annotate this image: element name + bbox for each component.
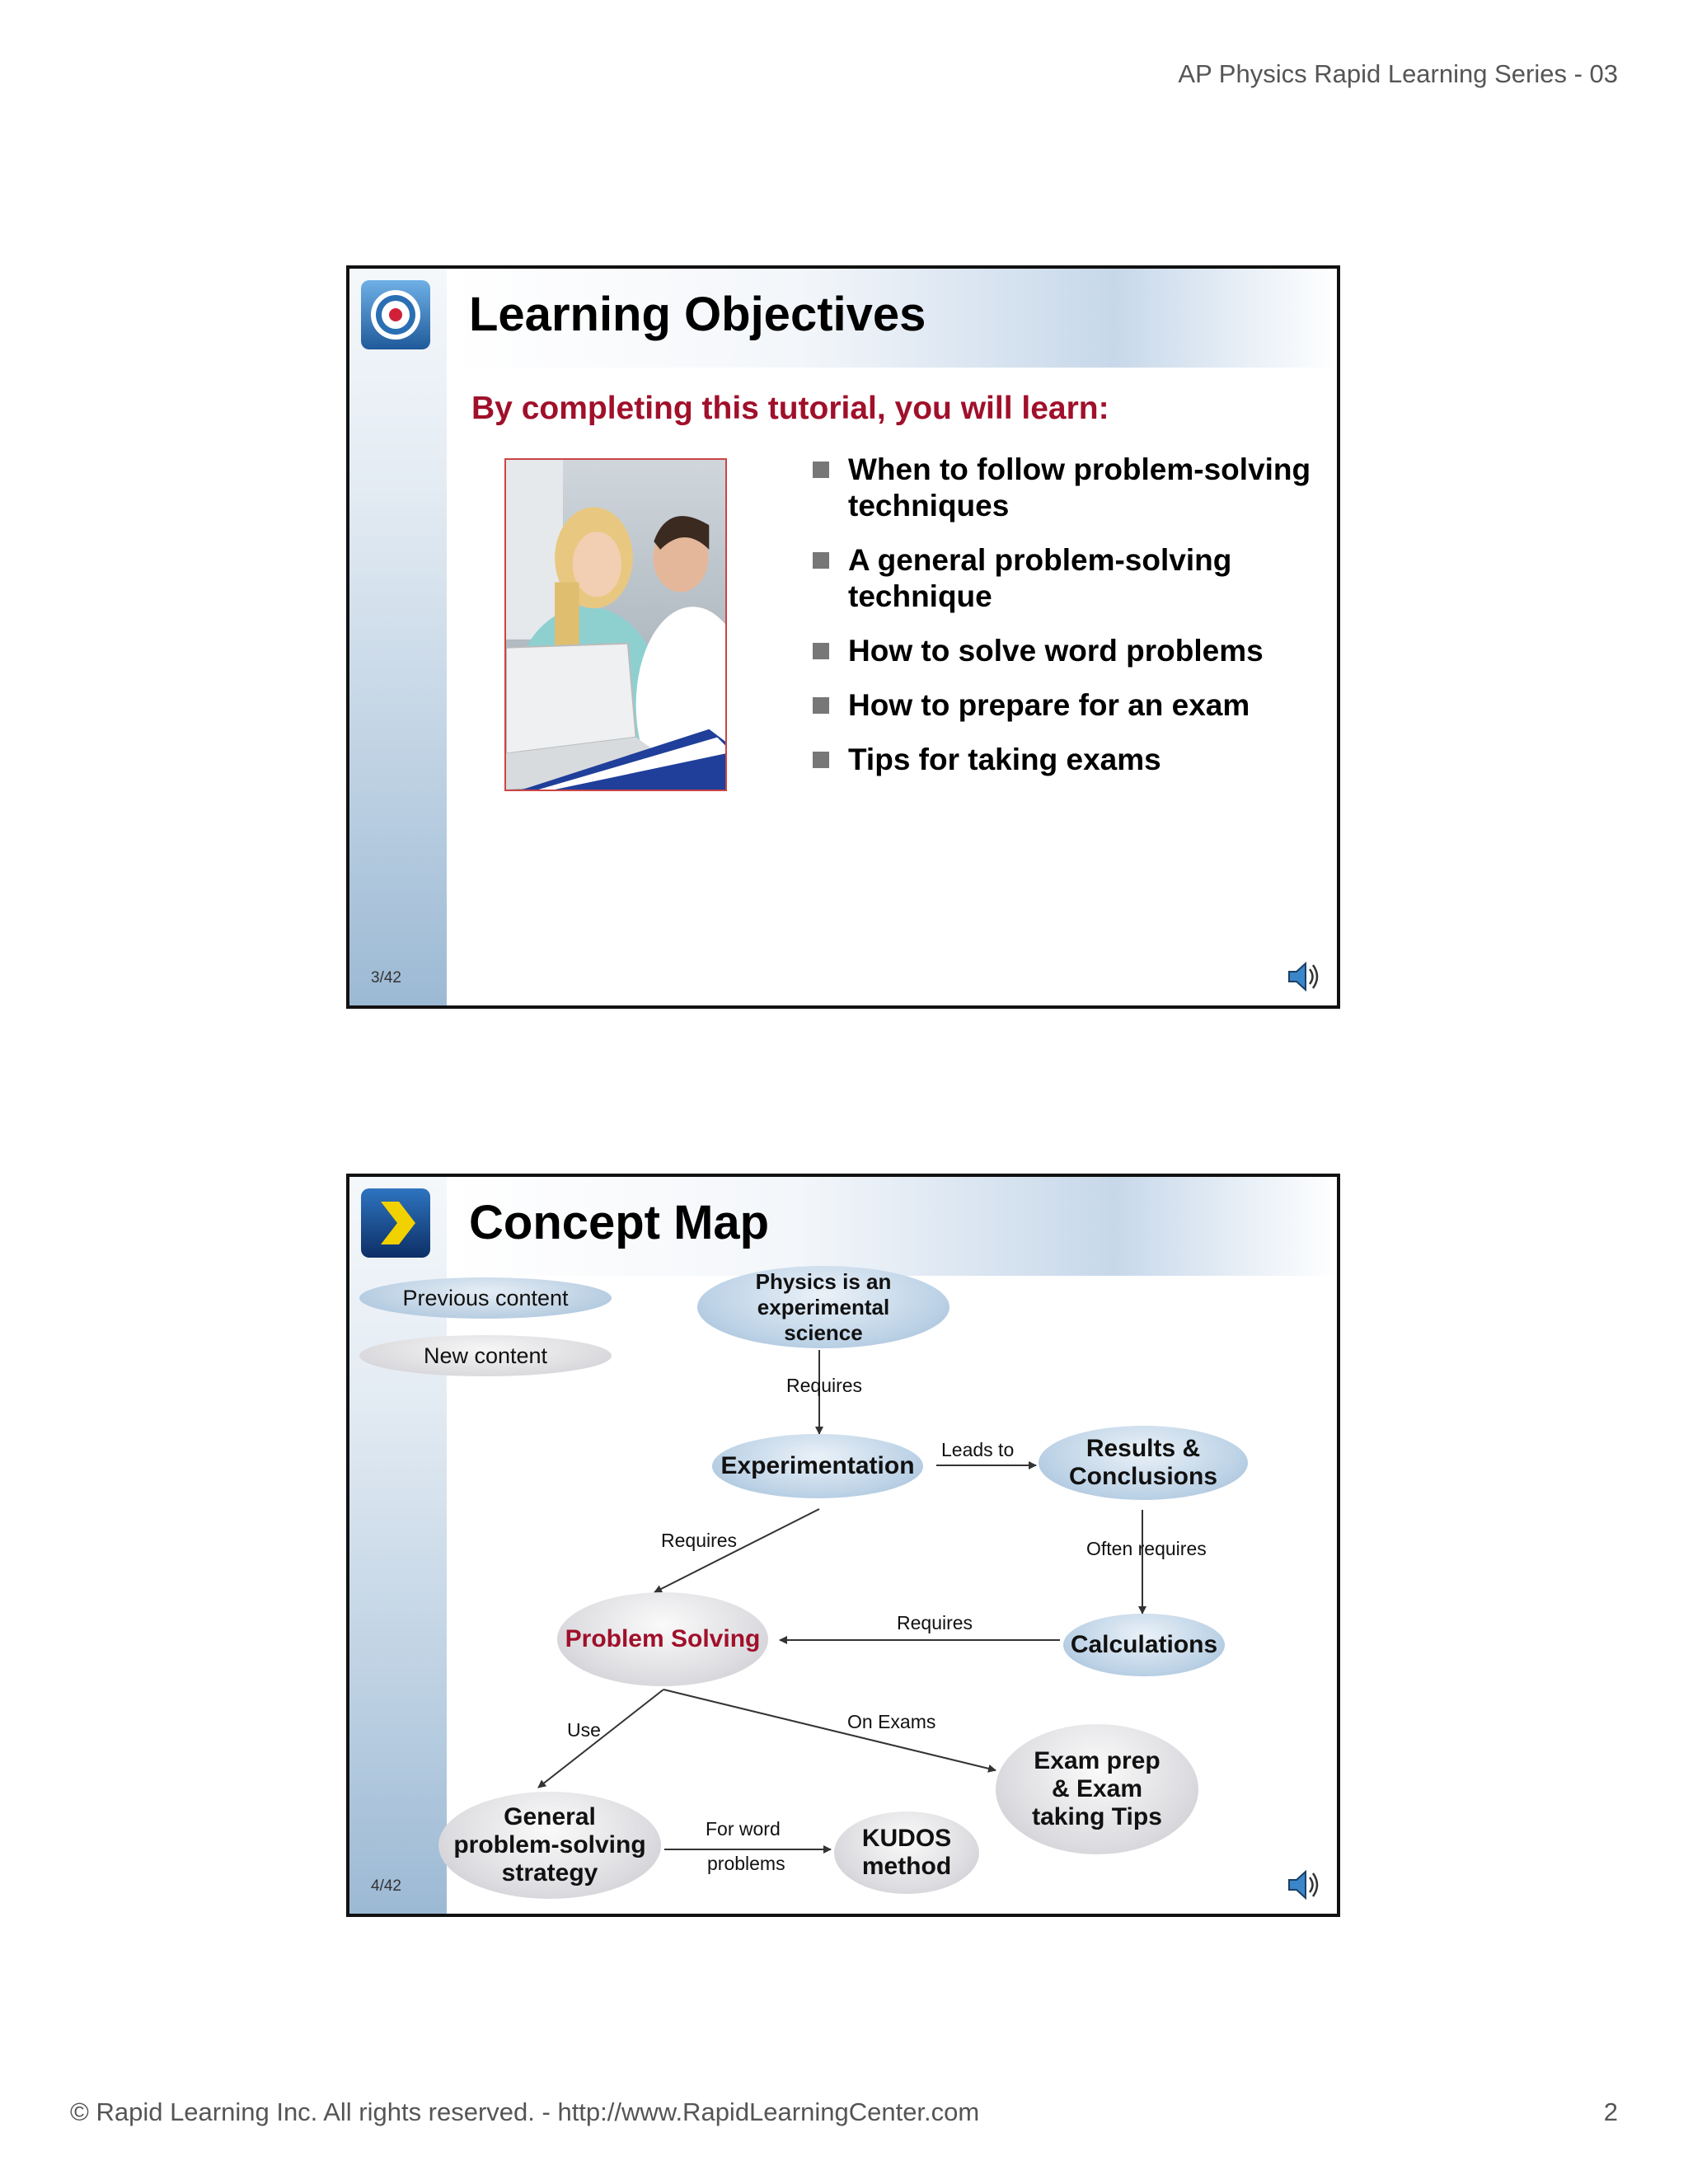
node-exam-prep-tips: Exam prep & Exam taking Tips	[996, 1724, 1198, 1854]
objectives-list	[811, 452, 1322, 796]
slide-title: Concept Map	[469, 1196, 770, 1249]
slide-title: Learning Objectives	[469, 288, 926, 341]
bullet-square-icon	[813, 552, 829, 569]
node-results-conclusions: Results & Conclusions	[1039, 1426, 1248, 1500]
edge-label-often-requires: Often requires	[1086, 1538, 1207, 1559]
target-icon	[361, 280, 430, 349]
legend-previous-content: Previous content	[359, 1277, 612, 1319]
speaker-icon[interactable]	[1286, 1866, 1324, 1904]
list-item: A general problem-solving technique	[811, 542, 1322, 615]
slide-concept-map	[346, 1174, 1340, 1917]
edge-label-requires-2: Requires	[661, 1530, 738, 1551]
legend-new-content: New content	[359, 1335, 612, 1376]
edge-label-requires-1: Requires	[786, 1375, 863, 1396]
node-problem-solving: Problem Solving	[557, 1592, 768, 1686]
list-item: When to follow problem-solving techniques	[811, 452, 1322, 524]
footer-page-number: 2	[1603, 2097, 1618, 2126]
edge-label-leads-to: Leads to	[941, 1439, 1015, 1460]
students-laptop-photo	[504, 458, 727, 791]
list-item: Tips for taking exams	[811, 742, 1322, 778]
slide-number: 4/42	[371, 1877, 401, 1895]
slide-number: 3/42	[371, 969, 401, 987]
node-general-strategy: General problem-solving strategy	[438, 1792, 661, 1899]
edge-label-for-word: For word	[706, 1818, 781, 1840]
bullet-square-icon	[813, 643, 829, 659]
page-header: AP Physics Rapid Learning Series - 03	[1178, 59, 1618, 88]
node-kudos-method: KUDOS method	[834, 1811, 979, 1894]
node-physics-experimental-science: Physics is an experimental science	[697, 1266, 950, 1348]
slide-subtitle: By completing this tutorial, you will learn:	[471, 391, 1109, 426]
list-item: How to solve word problems	[811, 633, 1322, 669]
footer-copyright: © Rapid Learning Inc. All rights reserved. - http://www.RapidLearningCenter.com	[70, 2097, 980, 2126]
edge-label-use: Use	[567, 1719, 601, 1741]
node-experimentation: Experimentation	[712, 1434, 923, 1498]
edge-label-requires-3: Requires	[897, 1612, 973, 1633]
node-calculations: Calculations	[1063, 1614, 1225, 1676]
bullet-square-icon	[813, 697, 829, 714]
slide-sidebar	[349, 269, 447, 1005]
edge-label-on-exams: On Exams	[847, 1711, 936, 1732]
speaker-icon[interactable]	[1286, 958, 1324, 996]
slide-learning-objectives	[346, 265, 1340, 1009]
edge-label-problems: problems	[707, 1853, 785, 1874]
bullet-square-icon	[813, 462, 829, 478]
list-item: How to prepare for an exam	[811, 687, 1322, 724]
bullet-square-icon	[813, 752, 829, 768]
